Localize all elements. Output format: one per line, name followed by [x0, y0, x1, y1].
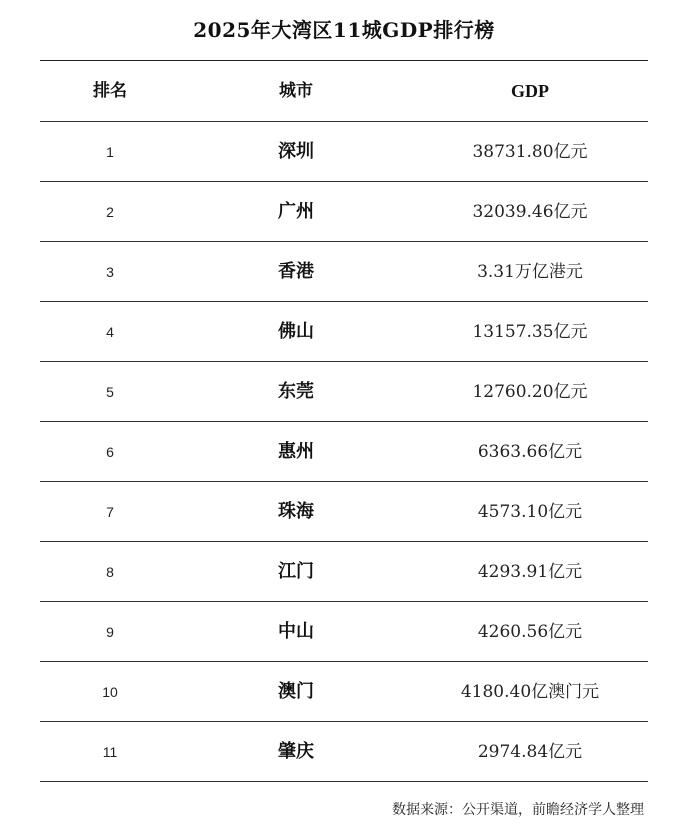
header-rank: 排名	[93, 81, 127, 101]
rank-cell: 5	[106, 383, 114, 400]
city-cell: 中山	[278, 620, 314, 642]
rank-cell: 10	[102, 683, 118, 700]
table-row	[40, 302, 648, 362]
rank-cell: 4	[106, 323, 114, 340]
table-body	[40, 122, 648, 782]
rank-cell: 11	[102, 743, 118, 760]
rank-cell: 6	[106, 443, 114, 460]
city-cell: 江门	[278, 560, 314, 582]
gdp-cell: 13157.35亿元	[472, 321, 588, 342]
gdp-cell: 2974.84亿元	[477, 741, 583, 762]
gdp-cell: 12760.20亿元	[472, 381, 588, 402]
table-row	[40, 182, 648, 242]
table-row	[40, 722, 648, 782]
table-row	[40, 662, 648, 722]
city-cell: 澳门	[278, 680, 314, 702]
rank-cell: 8	[106, 563, 114, 580]
table-header-row	[40, 61, 648, 122]
city-cell: 东莞	[278, 380, 314, 402]
header-city: 城市	[279, 81, 313, 101]
table-row	[40, 362, 648, 422]
gdp-ranking-table	[40, 60, 648, 782]
table-row	[40, 242, 648, 302]
rank-cell: 7	[106, 503, 114, 520]
rank-cell: 2	[106, 203, 114, 220]
city-cell: 佛山	[278, 320, 314, 342]
city-cell: 肇庆	[278, 740, 314, 762]
table-row	[40, 602, 648, 662]
city-cell: 广州	[278, 200, 314, 222]
city-cell: 珠海	[278, 500, 314, 522]
table-row	[40, 122, 648, 182]
gdp-cell: 4293.91亿元	[477, 561, 583, 582]
gdp-cell: 4260.56亿元	[477, 621, 583, 642]
city-cell: 深圳	[278, 140, 314, 162]
rank-cell: 9	[106, 623, 114, 640]
data-source-note: 数据来源：公开渠道，前瞻经济学人整理	[392, 802, 644, 818]
city-cell: 惠州	[278, 440, 314, 462]
gdp-cell: 4573.10亿元	[477, 501, 583, 522]
gdp-cell: 4180.40亿澳门元	[460, 681, 600, 702]
city-cell: 香港	[278, 260, 314, 282]
table-row	[40, 482, 648, 542]
rank-cell: 1	[106, 143, 114, 160]
gdp-cell: 32039.46亿元	[472, 201, 588, 222]
gdp-cell: 3.31万亿港元	[477, 261, 583, 282]
gdp-cell: 38731.80亿元	[472, 141, 588, 162]
rank-cell: 3	[106, 263, 114, 280]
gdp-cell: 6363.66亿元	[477, 441, 583, 462]
table-row	[40, 422, 648, 482]
table-row	[40, 542, 648, 602]
page-title: 2025年大湾区11城GDP排行榜	[193, 18, 495, 42]
header-gdp: GDP	[511, 81, 549, 101]
